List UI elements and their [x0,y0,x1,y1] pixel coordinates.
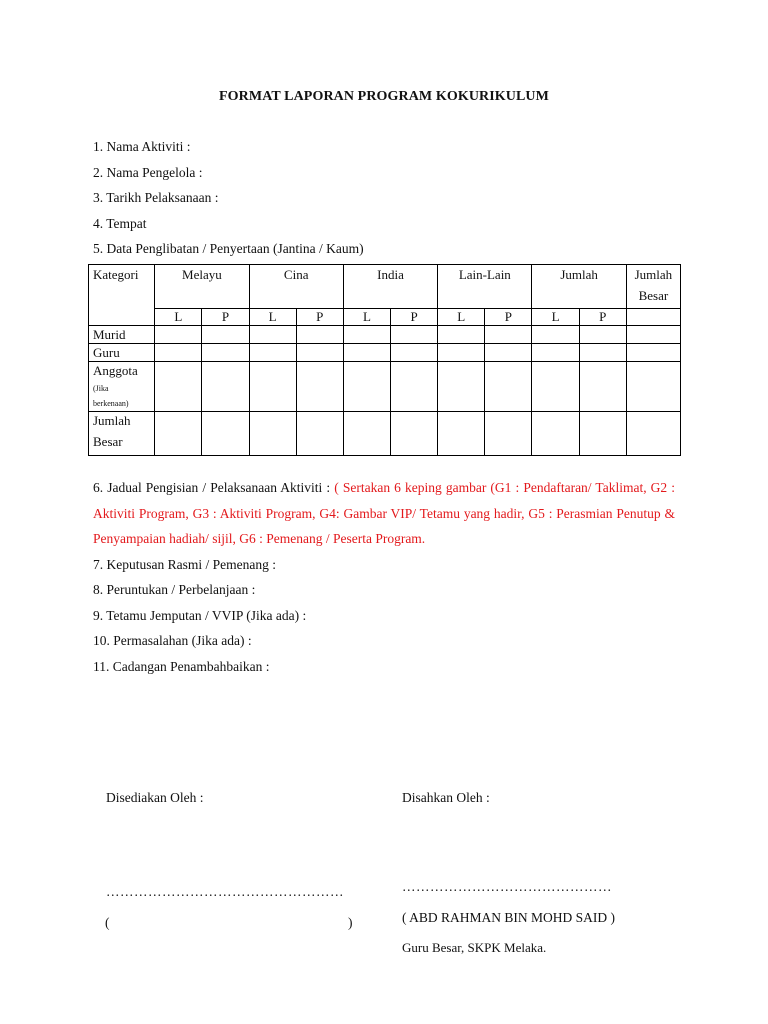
page-title: FORMAT LAPORAN PROGRAM KOKURIKULUM [219,89,549,104]
header-p: P [391,309,438,326]
item-tarikh-pelaksanaan: 3. Tarikh Pelaksanaan : [93,190,219,205]
table-cell [155,326,202,344]
table-cell [202,344,249,362]
approver-name: ( ABD RAHMAN BIN MOHD SAID ) [402,910,616,925]
table-cell [249,412,296,456]
table-row [89,344,681,362]
table-cell [155,344,202,362]
item-jadual-note: ( Sertakan 6 keping gambar (G1 : Pendaftaran/ Taklimat, G2 : Aktiviti Program, G3 : Aktiviti Program, G4: Gambar VIP/ Tetamu yang hadir, G5 : Perasmian Penutup & Penyampaian hadiah/ sijil, G6 : Pemenang / Peserta Program. [93,480,676,546]
table-cell [249,326,296,344]
table-cell [438,412,485,456]
item-nama-pengelola: 2. Nama Pengelola : [93,164,203,180]
empty-cell [626,309,680,326]
form-items-top [93,138,364,266]
table-row [89,326,681,344]
item-jadual-label: 6. Jadual Pengisian / Pelaksanaan Aktiviti : [93,480,331,495]
approved-by-label: Disahkan Oleh : [402,790,490,805]
prepared-name-paren-close: ) [348,915,353,930]
header-india: India [343,265,437,309]
prepared-signature-line: …………………………………………… [106,884,344,899]
table-cell [391,362,438,412]
table-cell [438,344,485,362]
header-melayu: Melayu [155,265,249,309]
table-cell [391,326,438,344]
item-permasalahan: 10. Permasalahan (Jika ada) : [93,633,252,648]
table-cell [343,344,390,362]
table-cell [438,362,485,412]
row-label-anggota-note1: (Jika [93,384,109,393]
row-label-jumlah-line1: Jumlah [93,413,131,428]
header-l: L [249,309,296,326]
row-label-murid: Murid [89,326,155,344]
row-label-anggota-note2: berkenaan) [93,399,129,408]
header-l: L [343,309,390,326]
item-nama-aktiviti: 1. Nama Aktiviti : [93,139,191,154]
table-cell [579,326,626,344]
header-jumlah: Jumlah [532,265,626,309]
table-row [89,362,681,412]
table-cell [438,326,485,344]
table-cell [296,344,343,362]
table-cell [485,412,532,456]
item-cadangan: 11. Cadangan Penambahbaikan : [93,658,270,674]
table-cell [485,362,532,412]
item-keputusan-rasmi: 7. Keputusan Rasmi / Pemenang : [93,556,276,572]
header-lain-lain: Lain-Lain [438,265,532,309]
table-cell [155,362,202,412]
approved-signature-line: ……………………………………… [402,879,612,894]
participation-table [88,264,681,456]
table-cell [626,412,680,456]
table-cell [579,412,626,456]
form-items-bottom [93,475,675,679]
header-p: P [202,309,249,326]
table-cell [626,344,680,362]
item-jadual-pengisian [93,475,675,552]
row-label-anggota [89,362,155,412]
header-p: P [485,309,532,326]
approver-title: Guru Besar, SKPK Melaka. [402,940,547,955]
table-cell [532,412,579,456]
table-cell [249,344,296,362]
header-l: L [155,309,202,326]
table-cell [343,412,390,456]
row-label-guru: Guru [89,344,155,362]
table-row [89,412,681,456]
header-jumlah-besar-line2: Besar [638,288,669,303]
row-label-anggota-text: Anggota [93,363,138,378]
table-cell [296,412,343,456]
table-cell [249,362,296,412]
table-cell [343,326,390,344]
table-cell [155,412,202,456]
table-cell [532,326,579,344]
table-cell [296,326,343,344]
table-cell [532,344,579,362]
table-cell [485,326,532,344]
header-jumlah-besar [626,265,680,309]
header-cina: Cina [249,265,343,309]
table-cell [391,344,438,362]
row-label-jumlah-line2: Besar [93,434,123,449]
table-cell [296,362,343,412]
table-cell [579,362,626,412]
item-peruntukan: 8. Peruntukan / Perbelanjaan : [93,582,256,597]
table-cell [626,326,680,344]
header-l: L [532,309,579,326]
row-label-jumlah-besar [89,412,155,456]
item-tempat: 4. Tempat [93,215,147,231]
table-cell [391,412,438,456]
table-cell [202,326,249,344]
table-cell [202,412,249,456]
header-l: L [438,309,485,326]
header-kategori: Kategori [89,265,155,326]
header-p: P [579,309,626,326]
item-data-penglibatan: 5. Data Penglibatan / Penyertaan (Jantina / Kaum) [93,241,364,256]
header-jumlah-besar-line1: Jumlah [634,267,673,282]
table-cell [626,362,680,412]
table-cell [202,362,249,412]
table-cell [532,362,579,412]
item-tetamu-jemputan: 9. Tetamu Jemputan / VVIP (Jika ada) : [93,607,307,623]
table-cell [579,344,626,362]
header-p: P [296,309,343,326]
prepared-by-label: Disediakan Oleh : [106,790,204,805]
prepared-name-paren-open: ( [105,915,110,930]
table-cell [485,344,532,362]
table-cell [343,362,390,412]
